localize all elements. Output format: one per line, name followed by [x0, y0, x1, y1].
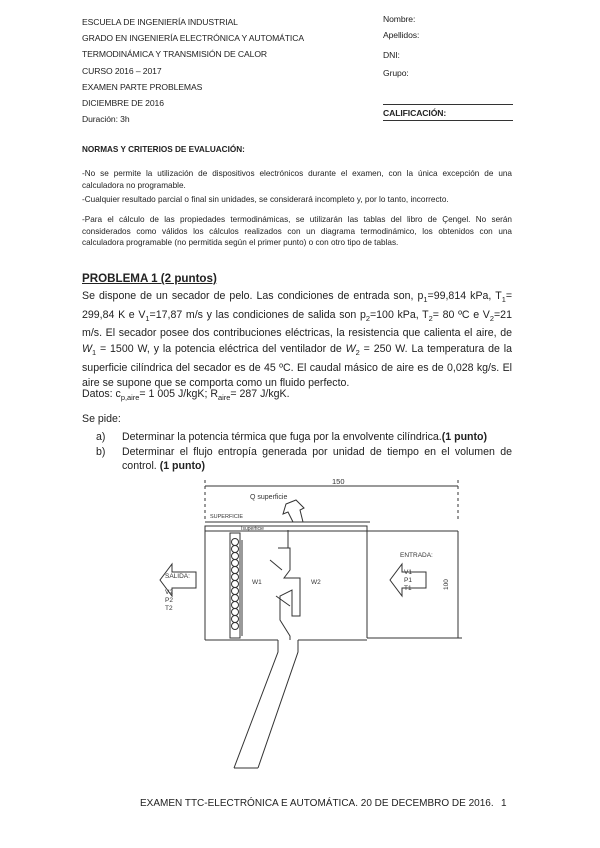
- w1-label: W1: [252, 579, 262, 586]
- q-superficie-label: Q superficie: [250, 494, 288, 501]
- fan-blade-top: [270, 560, 282, 570]
- handle-right-edge: [258, 640, 298, 768]
- problem-datos: Datos: $c_{p,aire}= 1$ 005 J/kgK; $R_{aire}= 287$ J/kgK.: [82, 388, 290, 403]
- dni-label: DNI:: [383, 50, 400, 60]
- exam-date: DICIEMBRE DE 2016: [82, 98, 164, 109]
- calificacion-top-line: [383, 104, 513, 105]
- w2-label: W2: [311, 579, 321, 586]
- salida-var-v2: V2: [165, 589, 173, 596]
- exam-type: EXAMEN PARTE PROBLEMAS: [82, 81, 203, 92]
- tsup-label: Tsuperficie: [240, 526, 264, 532]
- page-footer: EXAMEN TTC-ELECTRÓNICA E AUTOMÁTICA. 20 DE DECEMBRO DE 2016.: [140, 798, 494, 809]
- norm-item: -Cualquier resultado parcial o final sin unidades, se considerará incompleto y, por lo tanto, incorrecto.: [82, 195, 449, 204]
- entrada-label: ENTRADA:: [400, 552, 433, 559]
- grupo-label: Grupo:: [383, 68, 409, 78]
- norms-title: NORMAS Y CRITERIOS DE EVALUACIÓN:: [82, 145, 245, 154]
- hair-dryer-diagram: [0, 470, 600, 770]
- dim-top-label: 150: [332, 477, 345, 486]
- header-left: [82, 14, 304, 127]
- entrada-var-v1: V1: [404, 569, 412, 576]
- entrada-var-t1: T1: [404, 585, 412, 592]
- norm-item: -Para el cálculo de las propiedades termodinámicas, se utilizarán las tablas del libro de Çengel. No serán considerados como válidos los cálculos realizados con un diagrama termodinámico, los obtenidos con una calculadora programable (no permitida según el primer punto) o con otro tipo de tablas.: [82, 215, 512, 248]
- question-item-b: b) Determinar el flujo entropía generada por unidad de tiempo en el volumen de control. (1 punto): [96, 446, 512, 473]
- page-number: 1: [501, 798, 507, 809]
- apellidos-label: Apellidos:: [383, 30, 420, 40]
- norm-item: -No se permite la utilización de dispositivos electrónicos durante el examen, con la única excepción de una calculadora no programable.: [82, 169, 512, 190]
- q-arrow-icon: [283, 500, 304, 522]
- subject-name: TERMODINÁMICA Y TRANSMISIÓN DE CALOR: [82, 49, 268, 60]
- school-name: ESCUELA DE INGENIERÍA INDUSTRIAL: [82, 17, 238, 27]
- nombre-label: Nombre:: [383, 14, 416, 24]
- salida-var-t2: T2: [165, 605, 173, 612]
- dim-right-label: 100: [443, 579, 450, 590]
- calificacion-label: CALIFICACIÓN:: [383, 108, 447, 118]
- salida-label: SALIDA:: [165, 573, 190, 580]
- resistance-coil-icon: [232, 539, 239, 630]
- fan-blade-bottom: [276, 596, 290, 606]
- entrada-var-p1: P1: [404, 577, 412, 584]
- calificacion-bottom-line: [383, 120, 513, 121]
- fan-icon: [278, 548, 300, 640]
- question-item-a: a) Determinar la potencia térmica que fuga por la envolvente cilíndrica.(1 punto): [96, 431, 488, 443]
- degree-name: GRADO EN INGENIERÍA ELECTRÓNICA Y AUTOMÁTICA: [82, 33, 304, 44]
- handle-left-edge: [234, 640, 278, 768]
- superficie-label: SUPERFICIE: [210, 514, 244, 520]
- se-pide: Se pide:: [82, 413, 121, 425]
- salida-var-p2: P2: [165, 597, 173, 604]
- upper-wall: [205, 526, 367, 531]
- exam-duration: Duración: 3h: [82, 114, 130, 125]
- problem-title: PROBLEMA 1 (2 puntos): [82, 272, 217, 285]
- problem-statement: Se dispone de un secador de pelo. Las condiciones de entrada son, $p_1=99,814$ kPa, $T_1= 299,84$ K e $V_1=17,87$ m/s y las condiciones de salida son $p_2=100$ kPa, $T_2= 80$ ºC e $V_2=21$ m/s. El secador posee dos contribuciones eléctricas, la resistencia que calienta el aire, de $W_1 = 1500$ W, y la potencia eléctrica del ventilador de $W_2 = 250$ W. La temperatura de la superficie cilíndrica del secador es de 45 ºC. El caudal másico de aire es de 0,028 kg/s. El aire se supone que se comporta como un fluido perfecto.: [82, 290, 513, 390]
- course-year: CURSO 2016 – 2017: [82, 65, 162, 76]
